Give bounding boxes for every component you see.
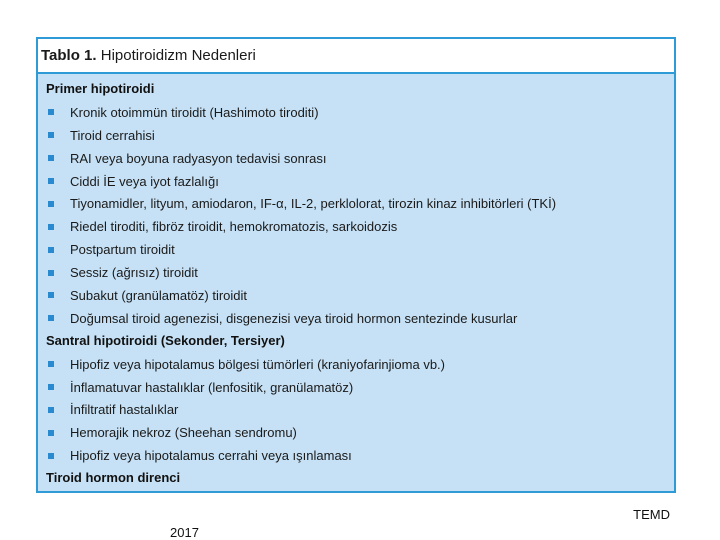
list-item (46, 192, 670, 215)
bullet-icon (48, 384, 54, 390)
list-item-text: İnflamatuvar hastalıklar (lenfositik, granülamatöz) (70, 379, 354, 395)
table-number: Tablo 1. (41, 47, 97, 64)
bullet-icon (48, 201, 54, 207)
section-heading-resistance: Tiroid hormon direnci (46, 470, 181, 486)
list-item (46, 124, 670, 147)
list-item (46, 376, 670, 399)
list-item (46, 215, 670, 238)
list-item-text: Postpartum tiroidit (70, 242, 175, 258)
list-item (46, 147, 670, 170)
list-item-text: Ciddi İE veya iyot fazlalığı (70, 173, 219, 189)
bullet-icon (48, 270, 54, 276)
bullet-icon (48, 292, 54, 298)
table-title (38, 39, 674, 74)
bullet-icon (48, 361, 54, 367)
list-item (46, 170, 670, 193)
list-item-text: Subakut (granülamatöz) tiroidit (70, 287, 248, 303)
bullet-icon (48, 453, 54, 459)
bullet-icon (48, 178, 54, 184)
list-item-text: İnfiltratif hastalıklar (70, 402, 179, 418)
bullet-icon (48, 224, 54, 230)
list-item-text: RAI veya boyuna radyasyon tedavisi sonrası (70, 150, 327, 166)
bullet-icon (48, 109, 54, 115)
bullet-icon (48, 430, 54, 436)
list-item (46, 398, 670, 421)
list-item-text: Hipofiz veya hipotalamus cerrahi veya ışınlaması (70, 448, 352, 464)
list-item (46, 284, 670, 307)
year-label: 2017 (170, 525, 199, 540)
section-heading-central: Santral hipotiroidi (Sekonder, Tersiyer) (46, 332, 285, 348)
list-item-text: Tiroid cerrahisi (70, 127, 155, 143)
list-item-text: Kronik otoimmün tiroidit (Hashimoto tiroditi) (70, 104, 319, 120)
bullet-icon (48, 407, 54, 413)
list-item (46, 444, 670, 467)
list-item-text: Hemorajik nekroz (Sheehan sendromu) (70, 425, 297, 441)
causes-table (36, 37, 676, 493)
list-item-text: Tiyonamidler, lityum, amiodaron, IF-α, IL-2, perklolorat, tirozin kinaz inhibitörleri (TKİ) (70, 196, 557, 212)
table-title-text: Hipotiroidizm Nedenleri (100, 47, 256, 64)
list-item (46, 238, 670, 261)
source-label: TEMD (633, 507, 670, 522)
list-item-text: Hipofiz veya hipotalamus bölgesi tümörleri (kraniyofarinjioma vb.) (70, 356, 445, 372)
list-item-text: Riedel tiroditi, fibröz tiroidit, hemokromatozis, sarkoidozis (70, 219, 398, 235)
list-item-text: Sessiz (ağrısız) tiroidit (70, 265, 198, 281)
bullet-icon (48, 132, 54, 138)
list-item (46, 261, 670, 284)
bullet-icon (48, 247, 54, 253)
section-heading-primary: Primer hipotiroidi (46, 81, 155, 96)
list-item-text: Doğumsal tiroid agenezisi, disgenezisi veya tiroid hormon sentezinde kusurlar (70, 310, 518, 326)
table-content (46, 78, 670, 490)
bullet-icon (48, 315, 54, 321)
list-item (46, 421, 670, 444)
list-item (46, 307, 670, 330)
bullet-icon (48, 155, 54, 161)
list-item (46, 101, 670, 124)
list-item (46, 353, 670, 376)
